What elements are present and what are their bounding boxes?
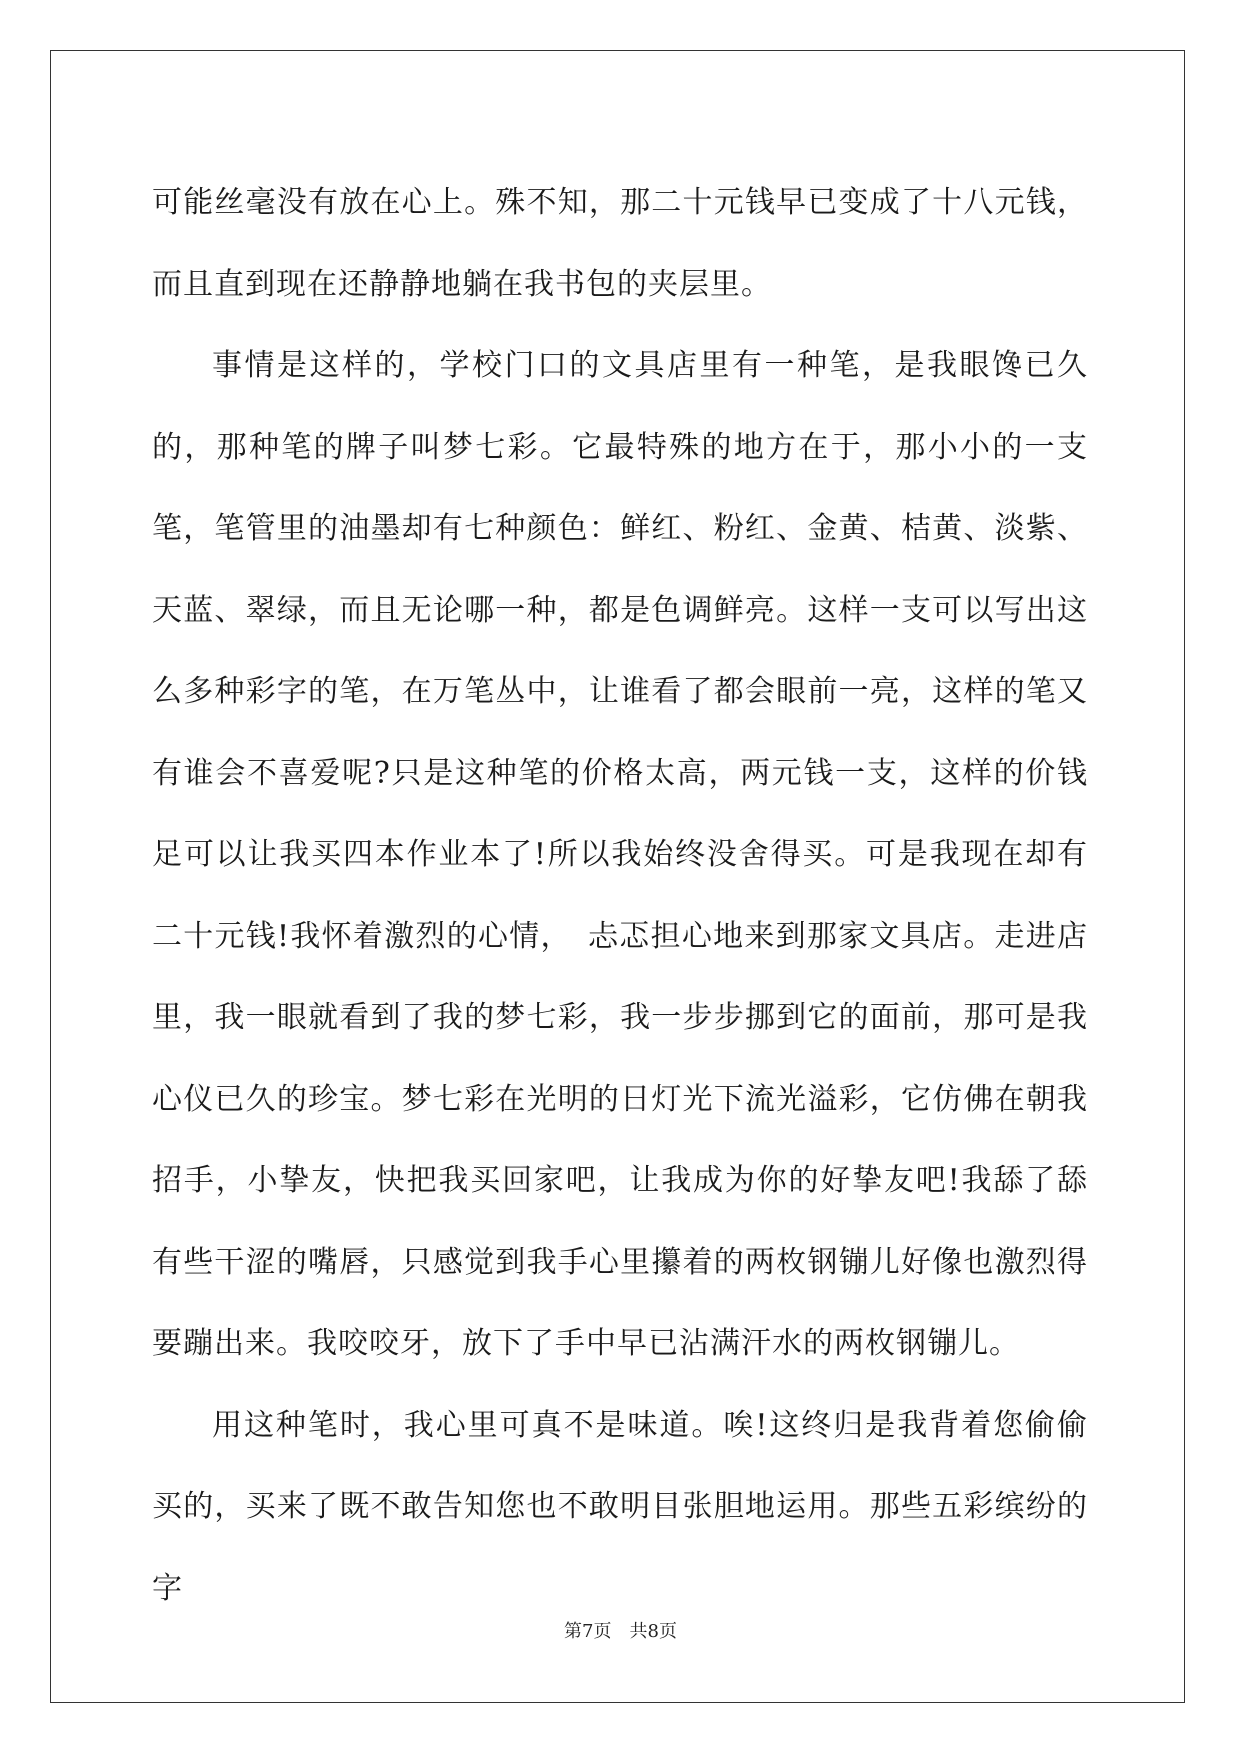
paragraph-3: 用这种笔时，我心里可真不是味道。唉!这终归是我背着您偷偷买的，买来了既不敢告知您也不敢明目张胆地运用。那些五彩缤纷的字 <box>152 1407 1088 1606</box>
document-body <box>152 162 1088 1629</box>
page-number-label: 第7页 共8页 <box>564 1621 677 1642</box>
paragraph-2: 事情是这样的，学校门口的文具店里有一种笔，是我眼馋已久的，那种笔的牌子叫梦七彩。它最特殊的地方在于，那小小的一支笔，笔管里的油墨却有七种颜色：鲜红、粉红、金黄、桔黄、淡紫、天蓝、翠绿，而且无论哪一种，都是色调鲜亮。这样一支可以写出这么多种彩字的笔，在万笔丛中，让谁看了都会眼前一亮，这样的笔又有谁会不喜爱呢?只是这种笔的价格太高，两元钱一支，这样的价钱足可以让我买四本作业本了!所以我始终没舍得买。可是我现在却有二十元钱!我怀着激烈的心情， 忐忑担心地来到那家文具店。走进店里，我一眼就看到了我的梦七彩，我一步步挪到它的面前，那可是我心仪已久的珍宝。梦七彩在光明的日灯光下流光溢彩，它仿佛在朝我招手，小挚友，快把我买回家吧，让我成为你的好挚友吧!我舔了舔有些干涩的嘴唇，只感觉到我手心里攥着的两枚钢镚儿好像也激烈得要蹦出来。我咬咬牙，放下了手中早已沾满汗水的两枚钢镚儿。 <box>152 348 1088 1361</box>
paragraph-1: 可能丝毫没有放在心上。殊不知，那二十元钱早已变成了十八元钱，而且直到现在还静静地躺在我书包的夹层里。 <box>152 185 1088 302</box>
page-footer <box>0 1617 1241 1643</box>
